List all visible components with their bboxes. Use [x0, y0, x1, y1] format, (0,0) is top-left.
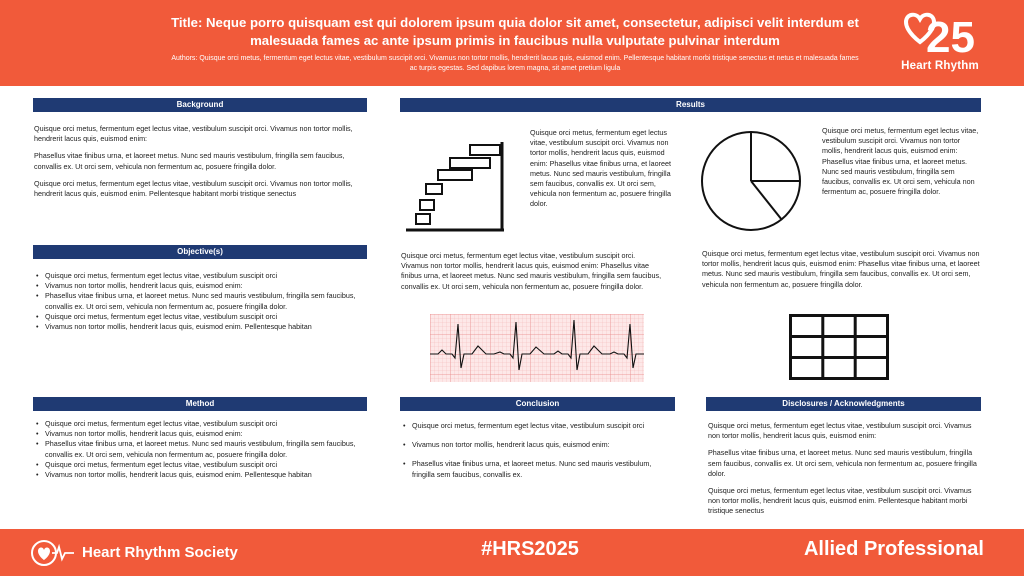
list-item: • Quisque orci metus, fermentum eget lectus vitae, vestibulum suscipit orci	[34, 419, 370, 429]
results-heading: Results	[400, 98, 981, 112]
list-item: • Quisque orci metus, fermentum eget lectus vitae, vestibulum suscipit orci	[401, 421, 675, 431]
list-item: • Vivamus non tortor mollis, hendrerit lacus quis, euismod enim. Pellentesque habitan	[34, 470, 370, 480]
list-item: • Vivamus non tortor mollis, hendrerit lacus quis, euismod enim:	[401, 440, 675, 450]
background-paragraph: Phasellus vitae finibus urna, et laoreet metus. Nunc sed mauris vestibulum, fringilla sem faucibus, convallis ex. Ut orci sem, vehicula non fermentum ac, posuere fringilla dolor.	[34, 151, 345, 171]
hrs-society-logo-icon	[30, 539, 76, 567]
method-list	[34, 419, 370, 480]
hrs-logo	[30, 539, 240, 567]
conference-hashtag: #HRS2025	[481, 538, 579, 560]
disclosures-paragraph: Phasellus vitae finibus urna, et laoreet metus. Nunc sed mauris vestibulum, fringilla sem faucibus, convallis ex. Ut orci sem, vehicula non fermentum ac, posuere fringilla dolor.	[708, 448, 977, 478]
header-banner	[0, 0, 1024, 86]
list-item: • Phasellus vitae finibus urna, et laoreet metus. Nunc sed mauris vestibulum, fringilla sem faucibus, convallis ex. Ut orci sem, vehicula non fermentum ac, posuere fringilla dolor.	[34, 291, 370, 311]
heart-25-logo-icon	[892, 8, 988, 60]
list-item: • Vivamus non tortor mollis, hendrerit lacus quis, euismod enim. Pellentesque habitan	[34, 322, 370, 332]
disclosures-paragraph: Quisque orci metus, fermentum eget lectus vitae, vestibulum suscipit orci. Vivamus non tortor mollis, hendrerit lacus quis, euismod enim:	[708, 421, 972, 441]
poster-authors: Authors: Quisque orci metus, fermentum eget lectus vitae, vestibulum suscipit orci. Vivamus non tortor mollis, hendrerit lacus quis, euismod enim. Pellentesque habitant morbi tristique senectus et netus et malesuada fames ac turpis egestas. Sed dapibus lorem magna, sit amet pretium ligula	[171, 55, 859, 72]
disclosures-heading: Disclosures / Acknowledgments	[706, 397, 981, 411]
conclusion-heading: Conclusion	[400, 397, 675, 411]
svg-text:25: 25	[926, 13, 975, 60]
list-item: • Vivamus non tortor mollis, hendrerit lacus quis, euismod enim:	[34, 429, 370, 439]
list-item: • Phasellus vitae finibus urna, et laoreet metus. Nunc sed mauris vestibulum, fringilla sem faucibus, convallis ex.	[401, 459, 675, 479]
list-item: • Quisque orci metus, fermentum eget lectus vitae, vestibulum suscipit orci	[34, 460, 370, 470]
method-heading: Method	[33, 397, 367, 411]
background-text	[34, 124, 370, 206]
disclosures-text	[708, 421, 982, 524]
objectives-list	[34, 271, 370, 332]
objectives-heading: Objective(s)	[33, 245, 367, 259]
background-heading: Background	[33, 98, 367, 112]
results-text-table: Quisque orci metus, fermentum eget lectus vitae, vestibulum suscipit orci. Vivamus non tortor mollis, hendrerit lacus quis, euismod enim: Phasellus vitae finibus urna, et laoreet metus. Nunc sed mauris vestibulum, fringilla sem faucibus, convallis ex. Ut orci sem, vehicula non fermentum ac, posuere fringilla dolor.	[702, 249, 980, 289]
list-item: • Phasellus vitae finibus urna, et laoreet metus. Nunc sed mauris vestibulum, fringilla sem faucibus, convallis ex. Ut orci sem, vehicula non fermentum ac, posuere fringilla dolor.	[34, 439, 370, 459]
background-paragraph: Quisque orci metus, fermentum eget lectus vitae, vestibulum suscipit orci. Vivamus non tortor mollis, hendrerit lacus quis, euismod enim:	[34, 124, 353, 144]
heart-rhythm-25-logo	[892, 8, 988, 80]
poster-title: Title: Neque porro quisquam est qui dolorem ipsum quia dolor sit amet, consectetur, adipisci velit interdum et malesuada fames ac ante ipsum primis in faucibus nulla vulputate pulvinar interdum	[171, 15, 859, 48]
disclosures-paragraph: Quisque orci metus, fermentum eget lectus vitae, vestibulum suscipit orci. Vivamus non tortor mollis, hendrerit lacus quis, euismod enim. Pellentesque habitant morbi tristique senectus	[708, 486, 972, 516]
background-paragraph: Quisque orci metus, fermentum eget lectus vitae, vestibulum suscipit orci. Vivamus non tortor mollis, hendrerit lacus quis, euismod enim. Pellentesque habitant morbi tristique senectus	[34, 178, 353, 199]
ecg-strip-icon	[430, 314, 644, 382]
track-label: Allied Professional	[803, 538, 984, 560]
pie-chart-icon	[698, 128, 804, 234]
society-name: Heart Rhythm Society	[82, 544, 238, 561]
conclusion-list	[401, 421, 675, 489]
list-item: • Quisque orci metus, fermentum eget lectus vitae, vestibulum suscipit orci	[34, 271, 370, 281]
results-text-ecg: Quisque orci metus, fermentum eget lectus vitae, vestibulum suscipit orci. Vivamus non tortor mollis, hendrerit lacus quis, euismod enim: Phasellus vitae finibus urna, et laoreet metus. Nunc sed mauris vestibulum, fringilla sem faucibus, convallis ex. Ut orci sem, vehicula non fermentum ac, posuere fringilla dolor.	[401, 251, 662, 291]
logo-caption: Heart Rhythm	[901, 60, 979, 72]
list-item: • Vivamus non tortor mollis, hendrerit lacus quis, euismod enim:	[34, 281, 370, 291]
bar-chart-icon	[404, 140, 506, 236]
results-text-bar-chart: Quisque orci metus, fermentum eget lectus vitae, vestibulum suscipit orci. Vivamus non tortor mollis, hendrerit lacus quis, euismod enim: Phasellus vitae finibus urna, et laoreet metus. Nunc sed mauris vestibulum, fringilla sem faucibus, convallis ex. Ut orci sem, vehicula non fermentum ac, posuere fringilla dolor.	[530, 128, 672, 209]
footer-banner	[0, 529, 1024, 576]
results-text-pie: Quisque orci metus, fermentum eget lectus vitae, vestibulum suscipit orci. Vivamus non tortor mollis, hendrerit lacus quis, euismod enim: Phasellus vitae finibus urna, et laoreet metus. Nunc sed mauris vestibulum, fringilla sem faucibus, convallis ex. Ut orci sem, vehicula non fermentum ac, posuere fringilla dolor.	[822, 126, 979, 197]
table-grid-icon	[789, 314, 889, 380]
list-item: • Quisque orci metus, fermentum eget lectus vitae, vestibulum suscipit orci	[34, 312, 370, 322]
